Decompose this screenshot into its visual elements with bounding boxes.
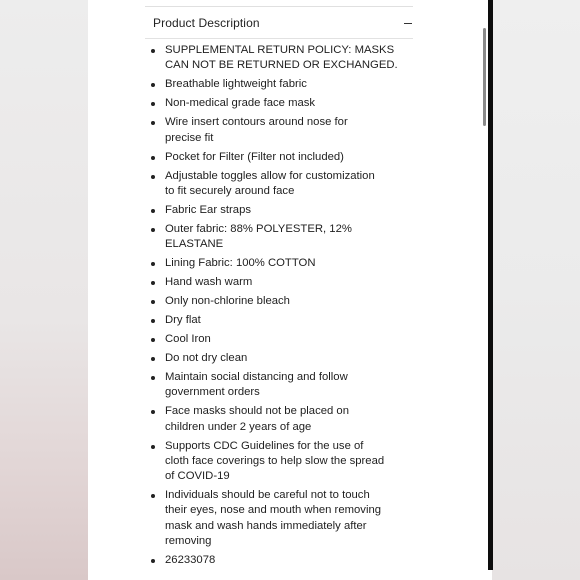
background-right [492, 0, 580, 580]
section-title: Product Description [153, 16, 260, 30]
list-item: Adjustable toggles allow for customization to fit securely around face [150, 169, 410, 200]
device-edge [488, 0, 493, 570]
list-item: Fabric Ear straps [150, 203, 410, 218]
list-item: Dry flat [150, 313, 410, 328]
list-item: Non-medical grade face mask [150, 96, 410, 111]
accordion-header[interactable] [153, 16, 416, 34]
list-item: 26233078 [150, 553, 410, 568]
scrollbar[interactable] [483, 0, 486, 580]
list-item: Wire insert contours around nose for precise fit [150, 115, 410, 146]
list-item: Hand wash warm [150, 275, 410, 290]
list-item: Outer fabric: 88% POLYESTER, 12% ELASTANE [150, 222, 410, 253]
list-item: Pocket for Filter (Filter not included) [150, 150, 410, 165]
list-item: Maintain social distancing and follow government orders [150, 370, 410, 401]
list-item: Do not dry clean [150, 351, 410, 366]
list-item: Supports CDC Guidelines for the use of cloth face coverings to help slow the spread of COVID-19 [150, 439, 410, 485]
list-item: SUPPLEMENTAL RETURN POLICY: MASKS CAN NOT BE RETURNED OR EXCHANGED. [150, 43, 410, 74]
divider-header [145, 38, 413, 39]
minus-icon[interactable] [404, 23, 412, 24]
scrollbar-thumb[interactable] [483, 28, 486, 126]
list-item: Cool Iron [150, 332, 410, 347]
list-item: Breathable lightweight fabric [150, 77, 410, 92]
product-description-panel [88, 0, 492, 580]
list-item: Lining Fabric: 100% COTTON [150, 256, 410, 271]
list-item: Only non-chlorine bleach [150, 294, 410, 309]
divider-top [145, 6, 413, 7]
list-item: Face masks should not be placed on children under 2 years of age [150, 404, 410, 435]
list-item: Individuals should be careful not to touch their eyes, nose and mouth when removing mask and wash hands immediately after removing [150, 488, 410, 549]
background-left [0, 0, 88, 580]
description-list [150, 43, 410, 572]
